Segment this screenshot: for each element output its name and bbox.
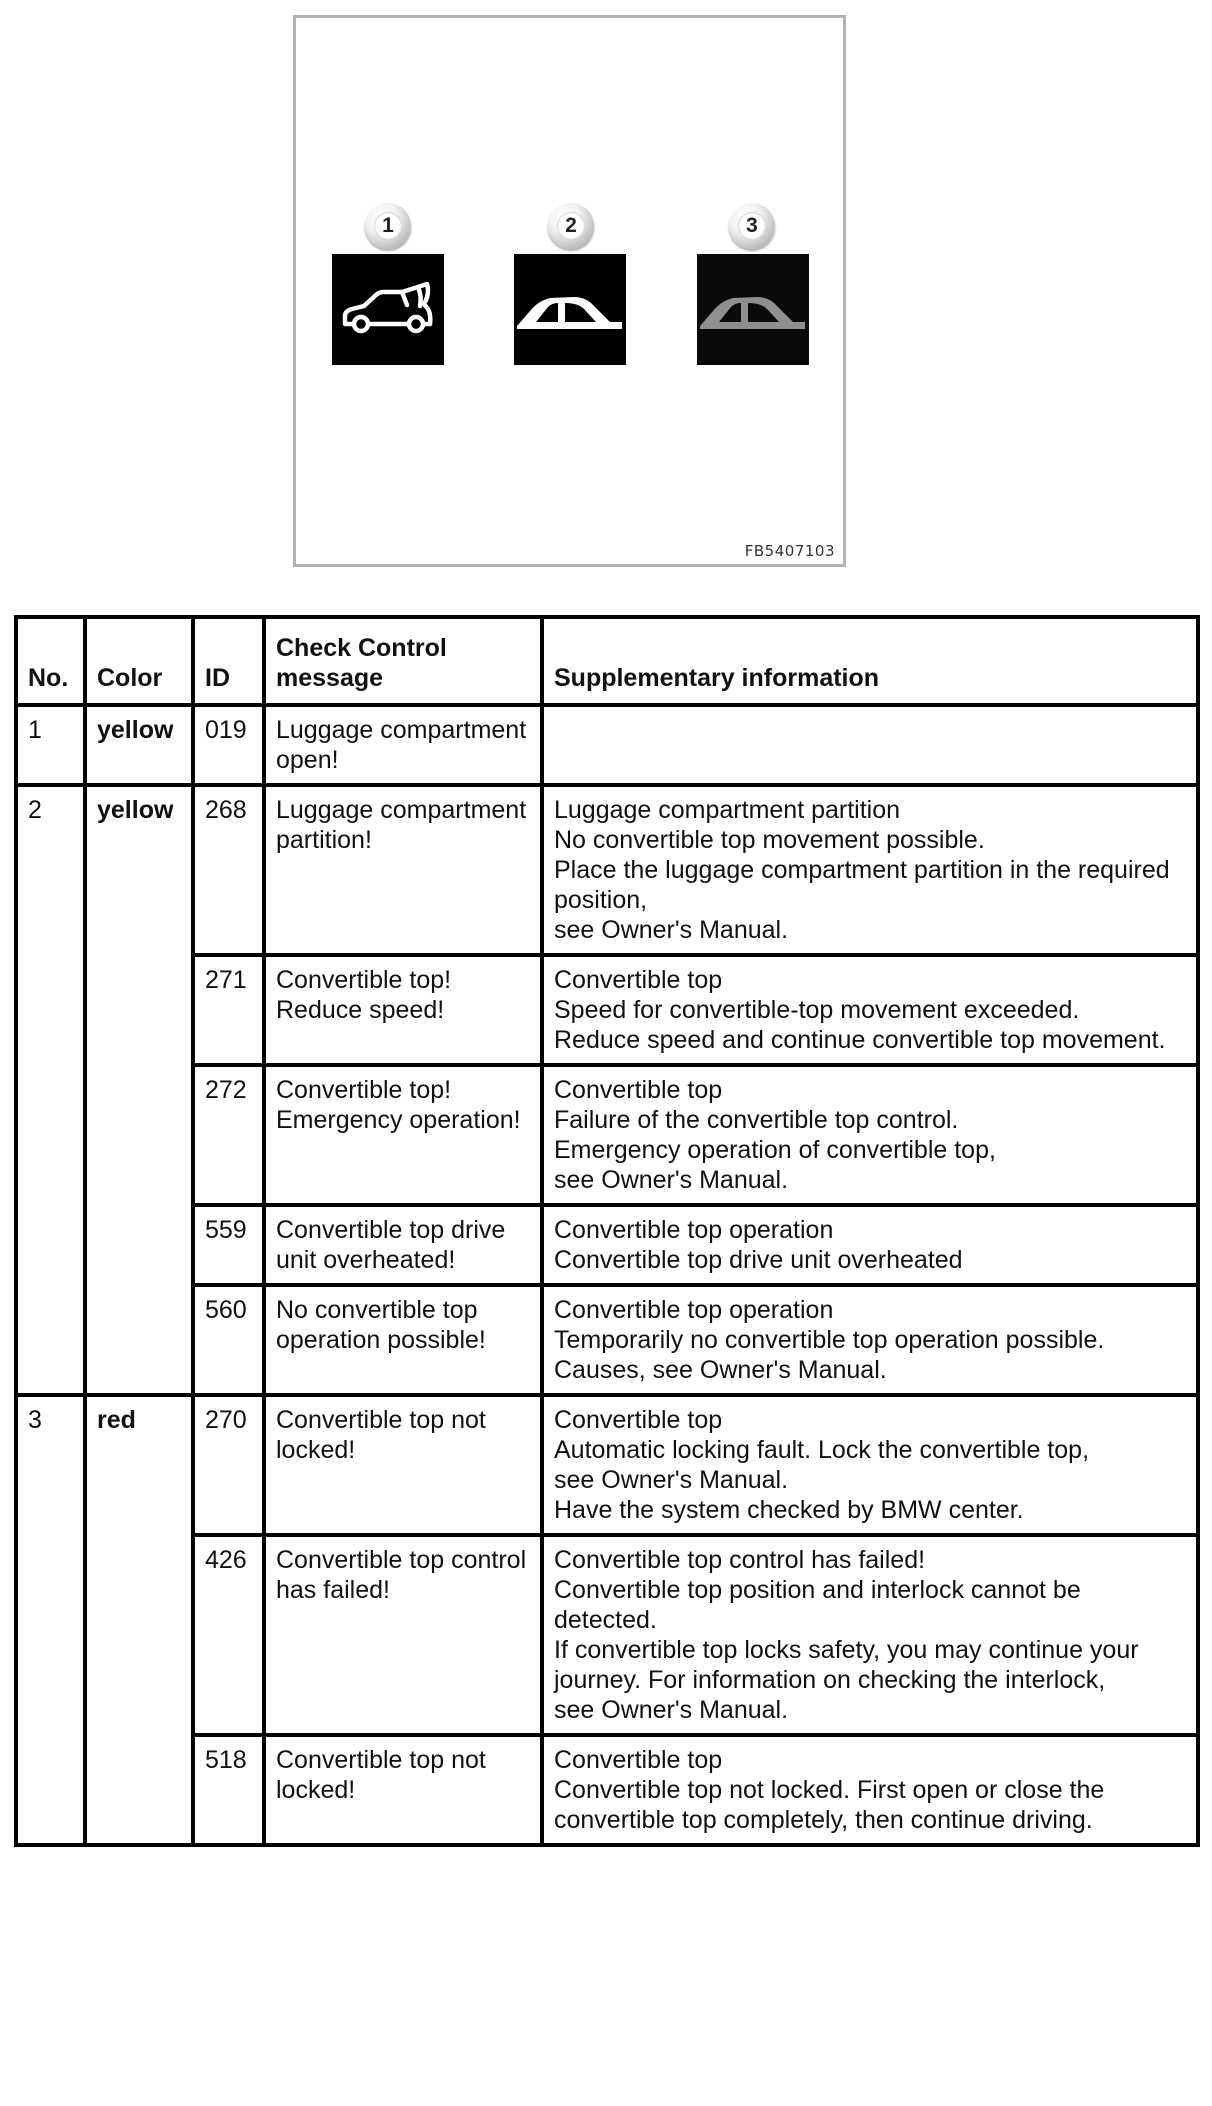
cell-no: 3 (16, 1395, 85, 1845)
info-line: see Owner's Manual. (554, 1696, 789, 1724)
info-line: Causes, see Owner's Manual. (554, 1356, 887, 1384)
cell-info (542, 1535, 1198, 1735)
info-line: see Owner's Manual. (554, 1466, 789, 1494)
convertible-top-red-icon (697, 254, 809, 365)
cell-id: 518 (193, 1735, 264, 1845)
cell-no: 2 (16, 785, 85, 1395)
table-row (16, 705, 1198, 785)
cell-id: 268 (193, 785, 264, 955)
luggage-compartment-open-icon (332, 254, 444, 365)
table-row (16, 1205, 1198, 1285)
cell-color: yellow (85, 785, 193, 1395)
table-row (16, 955, 1198, 1065)
info-line: Place the luggage compartment partition in the required position, (554, 856, 1170, 914)
cell-message: Convertible top drive unit overheated! (264, 1205, 542, 1285)
figure-code: FB5407103 (744, 542, 835, 560)
info-line: Convertible top operation (554, 1296, 834, 1324)
convertible-top-icon (514, 254, 626, 365)
table-row (16, 1065, 1198, 1205)
info-line: Have the system checked by BMW center. (554, 1496, 1024, 1524)
info-line: Convertible top not locked. First open or close the convertible top completely, then continue driving. (554, 1776, 1105, 1834)
info-line: Convertible top position and interlock cannot be detected. (554, 1576, 1081, 1634)
cell-id: 272 (193, 1065, 264, 1205)
table-header-row (16, 617, 1198, 705)
cell-id: 560 (193, 1285, 264, 1395)
info-line: Convertible top drive unit overheated (554, 1246, 963, 1274)
callout-number: 2 (557, 212, 585, 240)
info-line: Failure of the convertible top control. (554, 1106, 959, 1134)
check-control-table (14, 615, 1200, 1847)
header-color: Color (85, 617, 193, 705)
table-row (16, 1395, 1198, 1535)
table-row (16, 1735, 1198, 1845)
warning-lamps-figure (293, 15, 846, 567)
callout-number: 3 (738, 212, 766, 240)
cell-message: Convertible top! Emergency operation! (264, 1065, 542, 1205)
cell-message: No convertible top operation possible! (264, 1285, 542, 1395)
cell-id: 270 (193, 1395, 264, 1535)
cell-info (542, 1065, 1198, 1205)
header-info: Supplementary information (542, 617, 1198, 705)
table-body (16, 705, 1198, 1845)
cell-message: Convertible top! Reduce speed! (264, 955, 542, 1065)
cell-info (542, 1395, 1198, 1535)
info-line: Convertible top (554, 1076, 723, 1104)
table-row (16, 1535, 1198, 1735)
info-line: Convertible top control has failed! (554, 1546, 926, 1574)
info-line: If convertible top locks safety, you may continue your journey. For information on checking the interlock, (554, 1636, 1139, 1694)
info-line: Emergency operation of convertible top, (554, 1136, 996, 1164)
callout-badge-2 (548, 203, 594, 249)
cell-message: Convertible top not locked! (264, 1735, 542, 1845)
cell-info (542, 1735, 1198, 1845)
header-no: No. (16, 617, 85, 705)
cell-info (542, 1285, 1198, 1395)
info-line: Luggage compartment partition (554, 796, 901, 824)
cell-message: Convertible top control has failed! (264, 1535, 542, 1735)
cell-message: Luggage compartment open! (264, 705, 542, 785)
cell-color: yellow (85, 705, 193, 785)
info-line: No convertible top movement possible. (554, 826, 985, 854)
cell-color: red (85, 1395, 193, 1845)
info-line: Automatic locking fault. Lock the convertible top, (554, 1436, 1090, 1464)
info-line: Temporarily no convertible top operation possible. (554, 1326, 1105, 1354)
info-line: Reduce speed and continue convertible top movement. (554, 1026, 1166, 1054)
info-line: Speed for convertible-top movement exceeded. (554, 996, 1080, 1024)
cell-no: 1 (16, 705, 85, 785)
info-line: Convertible top (554, 1746, 723, 1774)
callout-badge-3 (729, 203, 775, 249)
cell-info (542, 1205, 1198, 1285)
cell-info (542, 785, 1198, 955)
callout-number: 1 (374, 212, 402, 240)
cell-message: Convertible top not locked! (264, 1395, 542, 1535)
cell-message: Luggage compartment partition! (264, 785, 542, 955)
header-message: Check Control message (264, 617, 542, 705)
info-line: Convertible top (554, 966, 723, 994)
cell-id: 271 (193, 955, 264, 1065)
table-row (16, 1285, 1198, 1395)
table-row (16, 785, 1198, 955)
cell-info (542, 955, 1198, 1065)
cell-id: 559 (193, 1205, 264, 1285)
callout-badge-1 (365, 203, 411, 249)
cell-info (542, 705, 1198, 785)
info-line: see Owner's Manual. (554, 916, 789, 944)
info-line: see Owner's Manual. (554, 1166, 789, 1194)
cell-id: 019 (193, 705, 264, 785)
info-line: Convertible top (554, 1406, 723, 1434)
cell-id: 426 (193, 1535, 264, 1735)
header-id: ID (193, 617, 264, 705)
info-line: Convertible top operation (554, 1216, 834, 1244)
